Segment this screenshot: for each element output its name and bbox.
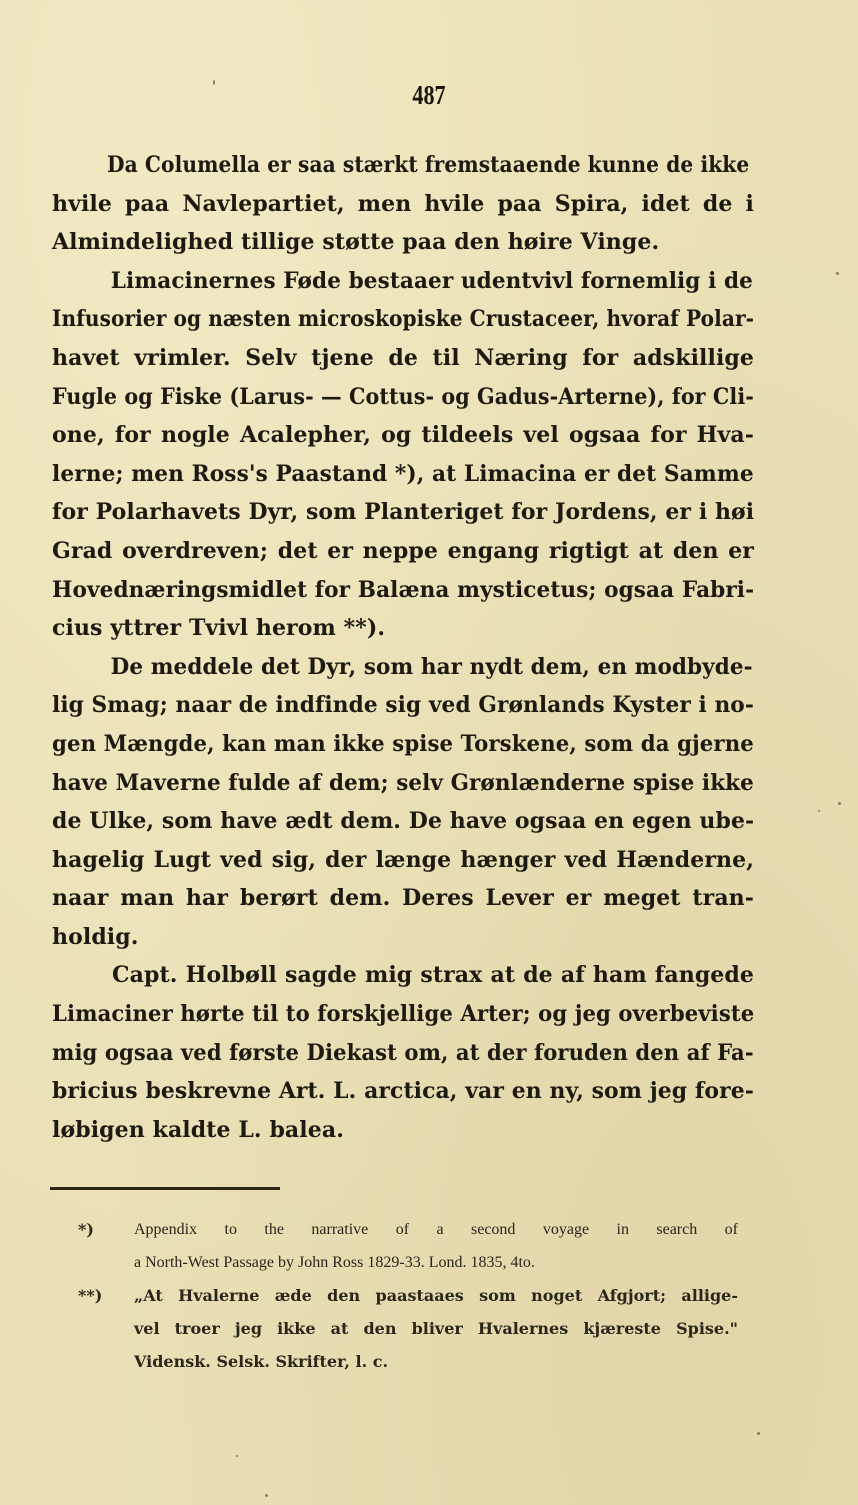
footnote-1 [78, 1213, 738, 1279]
paper-speck [818, 810, 820, 812]
paper-speck [236, 1455, 238, 1457]
text-line: lig Smag; naar de indfinde sig ved Grønlands Kyster i no- [52, 692, 754, 719]
footnote-line: vel troer jeg ikke at den bliver Hvalernes kjæreste Spise." [134, 1319, 738, 1338]
text-line: de Ulke, som have ædt dem. De have ogsaa en egen ube- [52, 808, 755, 835]
footnote-marker: *) [78, 1220, 94, 1239]
text-line: bricius beskrevne Art. L. arctica, var en ny, som jeg fore- [52, 1078, 754, 1105]
paragraph-3 [52, 648, 754, 957]
paper-speck [213, 80, 215, 85]
text-line: Grad overdreven; det er neppe engang rigtigt at den er [52, 537, 754, 564]
text-line: Hovednæringsmidlet for Balæna mysticetus; ogsaa Fabri- [52, 576, 755, 603]
body-text [52, 146, 754, 1149]
footnotes [78, 1213, 738, 1378]
text-line: Da Columella er saa stærkt fremstaaende kunne de ikke [107, 152, 750, 178]
paragraph-4 [52, 956, 754, 1149]
text-line: gen Mængde, kan man ikke spise Torskene, som da gjerne [52, 730, 754, 757]
text-line: cius yttrer Tvivl herom **). [52, 615, 386, 642]
text-line: mig ogsaa ved første Diekast om, at der foruden den af Fa- [52, 1039, 754, 1066]
text-line: Capt. Holbøll sagde mig strax at de af ham fangede [112, 962, 754, 989]
paper-speck [838, 802, 841, 805]
paragraph-1 [52, 146, 754, 262]
text-line: lerne; men Ross's Paastand *), at Limacina er det Samme [52, 460, 754, 487]
text-line: holdig. [52, 923, 139, 950]
text-line: for Polarhavets Dyr, som Planteriget for Jordens, er i høi [52, 499, 755, 526]
text-line: Infusorier og næsten microskopiske Crustaceer, hvoraf Polar- [52, 306, 755, 333]
text-line: Almindelighed tillige støtte paa den høire Vinge. [52, 229, 660, 256]
paper-speck [757, 1432, 760, 1435]
text-line: hvile paa Navlepartiet, men hvile paa Spira, idet de i [52, 190, 754, 217]
text-line: one, for nogle Acalepher, og tildeels vel ogsaa for Hva- [52, 422, 754, 449]
footnote-line: Vidensk. Selsk. Skrifter, l. c. [134, 1352, 389, 1371]
footnote-marker: **) [78, 1286, 103, 1305]
page-number: 487 [412, 80, 446, 110]
text-line: De meddele det Dyr, som har nydt dem, en modbyde- [110, 653, 753, 680]
paper-speck [265, 1494, 268, 1497]
text-line: have Maverne fulde af dem; selv Grønlænderne spise ikke [52, 769, 754, 796]
text-line: hagelig Lugt ved sig, der længe hænger ved Hænderne, [52, 846, 754, 873]
paragraph-2 [52, 262, 754, 648]
footnote-line: „At Hvalerne æde den paastaaes som noget Afgjort; allige- [134, 1286, 738, 1305]
text-line: Limacinernes Føde bestaaer udentvivl fornemlig i de [110, 267, 753, 294]
text-line: Limaciner hørte til to forskjellige Arter; og jeg overbeviste [52, 1001, 755, 1028]
footnote-2 [78, 1279, 738, 1378]
footnote-divider [50, 1187, 280, 1190]
text-line: naar man har berørt dem. Deres Lever er meget tran- [52, 885, 754, 912]
text-line: havet vrimler. Selv tjene de til Næring for adskillige [52, 344, 754, 371]
text-line: Fugle og Fiske (Larus- — Cottus- og Gadus-Arterne), for Cli- [52, 383, 754, 410]
paper-speck [836, 272, 839, 275]
footnote-line: Appendix to the narrative of a second voyage in search of [134, 1221, 738, 1238]
text-line: løbigen kaldte L. balea. [52, 1116, 344, 1143]
footnote-line: a North-West Passage by John Ross 1829-33. Lond. 1835, 4to. [134, 1254, 535, 1271]
